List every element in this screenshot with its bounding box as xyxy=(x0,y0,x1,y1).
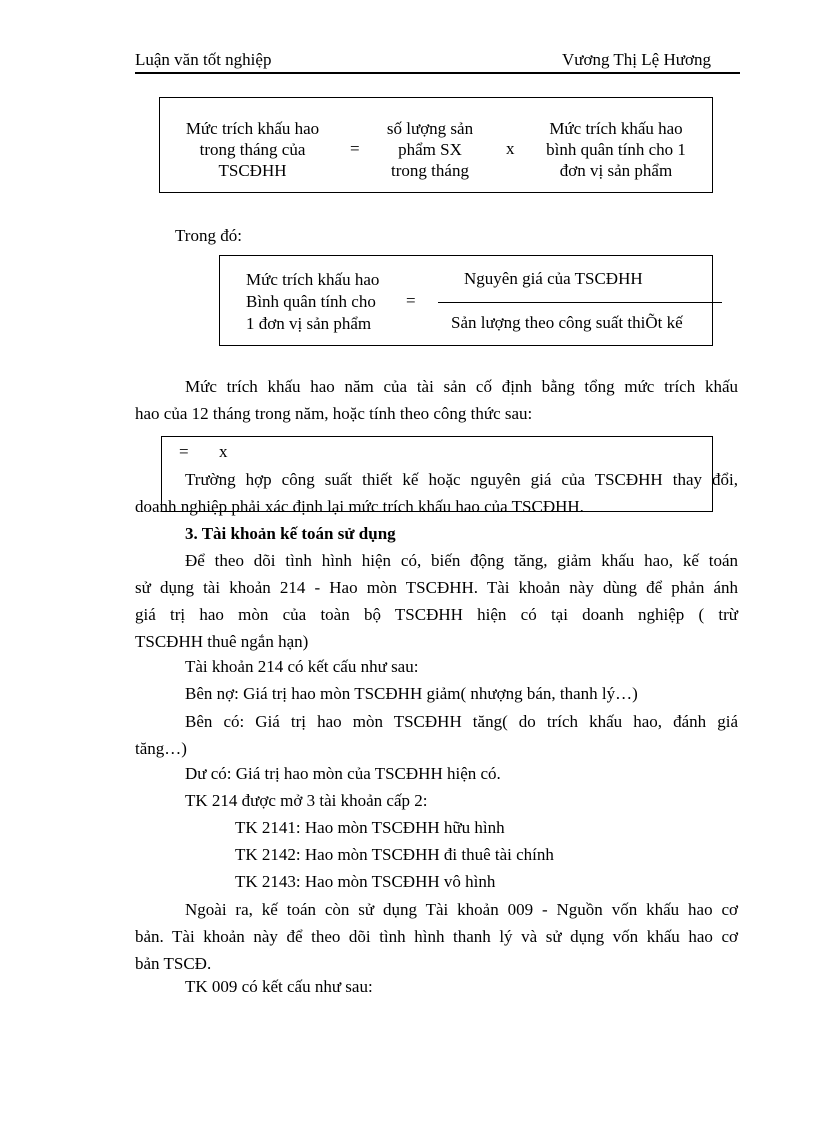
formula2-left xyxy=(246,269,379,335)
paragraph-009-line-3: bản TSCĐ. xyxy=(135,954,212,973)
formula-box-unit xyxy=(219,255,713,346)
formula1-left xyxy=(160,118,345,181)
formula1-right-line: bình quân tính cho 1 xyxy=(546,140,686,159)
paragraph-annual-line-1: Mức trích khấu hao năm của tài sản cố định bằng tổng mức trích khấu xyxy=(185,377,738,396)
formula1-middle-line: trong tháng xyxy=(391,161,469,180)
paragraph-009-line-2: bản. Tài khoản này để theo dõi tình hình thanh lý và sử dụng vốn khấu hao cơ xyxy=(135,927,738,946)
paragraph-account-line-1: Để theo dõi tình hình hiện có, biến động tăng, giảm khấu hao, kế toán xyxy=(185,551,738,570)
formula2-equals: = xyxy=(406,291,416,310)
formula2-numerator: Nguyên giá của TSCĐHH xyxy=(464,269,643,288)
formula1-right-line: Mức trích khấu hao xyxy=(549,119,683,138)
formula1-left-line: trong tháng của xyxy=(199,140,306,159)
formula3-equals: = xyxy=(179,442,189,461)
credit-line-1: Bên có: Giá trị hao mòn TSCĐHH tăng( do trích khấu hao, đánh giá xyxy=(185,712,738,731)
formula2-left-line: Mức trích khấu hao xyxy=(246,270,380,289)
formula1-right xyxy=(526,118,706,181)
formula2-left-line: 1 đơn vị sản phẩm xyxy=(246,314,372,333)
fraction-bar xyxy=(438,302,722,303)
structure-label: Tài khoản 214 có kết cấu như sau: xyxy=(185,657,419,676)
formula1-left-line: TSCĐHH xyxy=(218,161,287,180)
formula1-left-line: Mức trích khấu hao xyxy=(185,119,320,138)
header-right: Vương Thị Lệ Hương xyxy=(562,50,711,69)
last-line: TK 009 có kết cấu như sau: xyxy=(185,977,373,996)
paragraph-account-line-3: giá trị hao mòn của toàn bộ TSCĐHH hiện có tại doanh nghiệp ( trừ xyxy=(135,605,738,624)
credit-line-2: tăng…) xyxy=(135,739,187,758)
formula2-left-line: Bình quân tính cho xyxy=(246,292,376,311)
header-left: Luận văn tốt nghiệp xyxy=(135,50,272,69)
header-rule xyxy=(135,72,740,74)
paragraph-account-line-2: sử dụng tài khoản 214 - Hao mòn TSCĐHH. Tài khoản này dùng để phản ánh xyxy=(135,578,738,597)
section-title-text: 3. Tài khoản kế toán sử dụng xyxy=(185,524,396,543)
formula-box-monthly xyxy=(159,97,713,193)
paragraph-009-line-1: Ngoài ra, kế toán còn sử dụng Tài khoản 009 - Nguồn vốn khấu hao cơ xyxy=(185,900,738,919)
paragraph-account-line-4: TSCĐHH thuê ngắn hạn) xyxy=(135,632,309,651)
sub-account-item: TK 2142: Hao mòn TSCĐHH đi thuê tài chính xyxy=(235,845,554,864)
formula1-times: x xyxy=(506,139,515,158)
formula3-times: x xyxy=(219,442,228,461)
formula1-middle-line: phẩm SX xyxy=(398,140,462,159)
paragraph-change-line-1: Trường hợp công suất thiết kế hoặc nguyên giá của TSCĐHH thay đổi, xyxy=(185,470,738,489)
where-label: Trong đó: xyxy=(175,226,242,245)
balance-line: Dư có: Giá trị hao mòn của TSCĐHH hiện có. xyxy=(185,764,501,783)
formula1-equals: = xyxy=(350,139,360,158)
debit-line: Bên nợ: Giá trị hao mòn TSCĐHH giảm( nhượng bán, thanh lý…) xyxy=(185,684,638,703)
sub-account-item: TK 2143: Hao mòn TSCĐHH vô hình xyxy=(235,872,496,891)
sub-account-item: TK 2141: Hao mòn TSCĐHH hữu hình xyxy=(235,818,505,837)
formula1-middle-line: số lượng sản xyxy=(386,119,474,138)
formula2-denominator: Sản lượng theo công suất thiÕt kế xyxy=(451,313,683,332)
paragraph-annual-line-2: hao của 12 tháng trong năm, hoặc tính theo công thức sau: xyxy=(135,404,533,423)
section-title xyxy=(185,520,396,547)
formula1-middle xyxy=(370,118,490,181)
formula1-right-line: đơn vị sản phẩm xyxy=(559,161,673,180)
sub-accounts-label: TK 214 được mở 3 tài khoản cấp 2: xyxy=(185,791,428,810)
paragraph-change-line-2: doanh nghiệp phải xác định lại mức trích khấu hao của TSCĐHH. xyxy=(135,497,584,516)
